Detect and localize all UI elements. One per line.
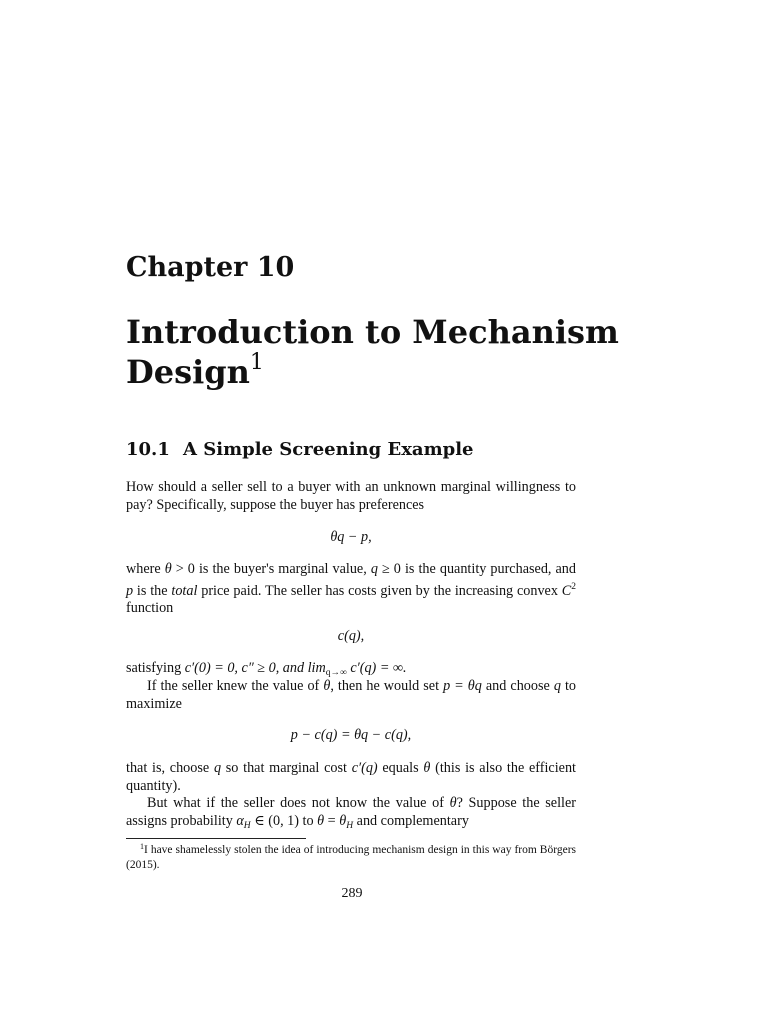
- p2-text-e: price paid. The seller has costs given by the increasing convex: [197, 582, 562, 599]
- theta-symbol: θ: [164, 561, 172, 577]
- equation-preferences: [126, 529, 576, 546]
- total-emphasis: total: [171, 582, 198, 599]
- section-heading: [126, 439, 474, 460]
- p5-text-d: equals: [377, 760, 424, 776]
- chapter-label: Chapter 10: [126, 252, 295, 283]
- p6-text-a: But what if the seller does not know the value of: [147, 795, 450, 811]
- p5-text-b: so that marginal cost: [221, 760, 352, 776]
- p2-text-d: is the: [133, 582, 172, 599]
- p3-text-b: c′(q) = ∞.: [346, 660, 407, 676]
- eq3-text: p − c(q) = θq − c(q),: [290, 727, 412, 743]
- lim-subscript: q→∞: [325, 668, 347, 678]
- p6-text-c: ∈ (0, 1) to: [250, 812, 318, 829]
- theta-symbol: θ: [449, 795, 457, 811]
- section-title: A Simple Screening Example: [183, 439, 474, 460]
- footnote: [126, 839, 576, 873]
- page-number: 289: [341, 886, 363, 901]
- footnote-text: I have shamelessly stolen the idea of introducing mechanism design in this way from Börgers (2015).: [126, 844, 576, 871]
- paragraph-4: [126, 678, 576, 713]
- eq1-text: θq − p,: [330, 529, 372, 545]
- p5-text-a: that is, choose: [126, 760, 214, 776]
- theta-h-symbol: θ: [339, 812, 347, 829]
- p2-text-f: function: [126, 600, 174, 617]
- paragraph-5: [126, 760, 576, 795]
- p3-conditions: c′(0) = 0, c″ ≥ 0, and lim: [184, 660, 326, 676]
- p4-equation: p = θq: [443, 678, 482, 694]
- theta-symbol: θ: [423, 760, 431, 776]
- p6-text-e: and complementary: [353, 812, 469, 829]
- p6-text-b: ? Suppose the seller assigns probability: [126, 795, 576, 829]
- alpha-subscript: H: [243, 820, 251, 831]
- title-footnote-mark[interactable]: 1: [249, 350, 264, 375]
- p2-text-b: > 0 is the buyer's marginal value,: [171, 561, 371, 577]
- p3-text-a: satisfying: [126, 660, 185, 676]
- q-symbol: q: [370, 561, 378, 577]
- p5-text-e: (this is also the efficient quantity).: [126, 760, 576, 794]
- paragraph-2: [126, 561, 576, 618]
- p4-text-a: If the seller knew the value of: [147, 678, 324, 694]
- marginal-cost-symbol: c′(q): [351, 760, 378, 776]
- q-symbol: q: [553, 678, 561, 694]
- p4-text-c: and choose: [481, 678, 554, 694]
- paragraph-6: [126, 795, 576, 835]
- p2-text-c: ≥ 0 is the quantity purchased, and: [377, 561, 576, 577]
- p4-text-d: to maximize: [126, 678, 577, 712]
- theta-symbol: θ: [317, 812, 325, 829]
- theta-symbol: θ: [323, 678, 331, 694]
- eq2-text: c(q),: [337, 628, 365, 644]
- paragraph-1: How should a seller sell to a buyer with an unknown marginal willingness to pay? Specifically, suppose the buyer has preferences: [126, 479, 576, 513]
- equation-cost: [126, 628, 576, 645]
- section-number: 10.1: [126, 439, 170, 460]
- p2-text-a: where: [126, 561, 165, 577]
- p-symbol: p: [126, 582, 134, 599]
- p6-text-d: =: [324, 812, 340, 829]
- alpha-symbol: α: [236, 812, 244, 829]
- chapter-title-line-2: [126, 352, 626, 392]
- theta-h-subscript: H: [346, 820, 354, 831]
- C-symbol: C: [561, 582, 572, 599]
- chapter-title-word: Design: [126, 353, 250, 391]
- p4-text-b: , then he would set: [330, 678, 444, 694]
- C-superscript: 2: [571, 581, 576, 592]
- equation-profit: [126, 727, 576, 744]
- chapter-title: [126, 312, 626, 392]
- q-symbol: q: [213, 760, 222, 776]
- chapter-title-line-1: Introduction to Mechanism: [126, 313, 619, 351]
- footnote-mark: 1: [140, 842, 144, 851]
